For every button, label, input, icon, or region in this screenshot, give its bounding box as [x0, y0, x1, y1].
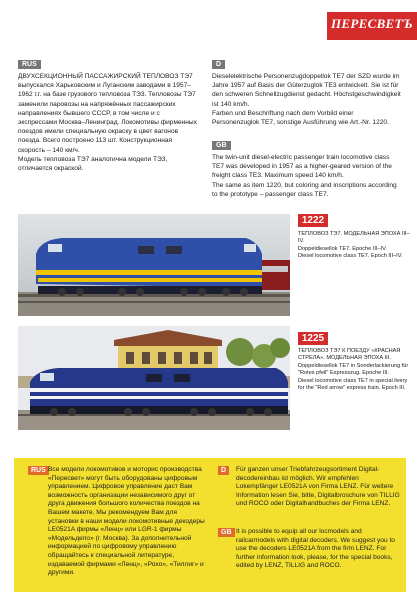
loco-1222-illustration: [18, 214, 290, 316]
caption-1222-en: Diesel locomotive class TE7. Epoch III–IV.: [298, 253, 403, 260]
d-description: [212, 72, 402, 127]
footer-tag-d: D: [218, 466, 229, 475]
caption-1222: [298, 231, 410, 261]
photo-loco-1222: [18, 214, 290, 316]
caption-1225-de: Doppeldiesellok TE7 in Sonderlackierung für "Rotes pfeil" Expresszug. Epoche III.: [298, 362, 409, 377]
rus-text-2: Модель тепловоза ТЭ7 аналогична модели ТЭ3, отличается окраской.: [18, 155, 168, 173]
item-number-1225: 1225: [298, 332, 328, 345]
footer-gb-text: It is possible to equip all our locmodels and railcarmodels with digital decoders. We suggest you to use the decoders LE0521A from the firm LENZ. For further information look, please, for the special books, edited by LENZ, TILLIG and ROCO.: [236, 528, 395, 570]
caption-1225: [298, 348, 410, 392]
lang-tag-gb: GB: [212, 141, 231, 150]
footer-d-text: Für ganzen unser Triebfahrzeugsortiment Digital-decodereinbau ist möglich. Wir empfehlen Lokempfänger LE0521A von Firma LENZ. Für weitere Information lesen Sie, bitte, Digitalbroschure von TILLIG und ROCO oder Digitalhandbuches der Firma LENZ.: [236, 466, 400, 508]
gb-text-2: The same as item 1220, but coloring and inscriptions according to the prototype – passenger class TE7.: [212, 181, 397, 198]
caption-1225-en: Diesel locomotive class TE7 in special livery for the "Red arrow" express train. Epoch III.: [298, 377, 408, 392]
lang-tag-rus: RUS: [18, 60, 41, 69]
item-number-1222: 1222: [298, 214, 328, 227]
rus-text-1: ДВУХСЕКЦИОННЫЙ ПАССАЖИРСКИЙ ТЕПЛОВОЗ ТЭ7 выпускался Харьковским и Луганским заводами в 1957–1962 г.г. на базе грузового тепловоза ТЭ3. Тепловозы ТЭ7 заменили паровозы на напряжённых пассажирских направлениях бывшего СССР, в том числе и с экспрессами Москва–Ленинград. Локомотивы фирменных поездов имели специальную окраску в цвет вагонов поезда. Всего построено 113 шт. Конструкционная скорость – 140 км/ч.: [18, 73, 197, 154]
rus-description: [18, 72, 200, 173]
caption-1222-de: Doppeldiesellok TE7. Epoche III–IV.: [298, 245, 387, 252]
gb-description: [212, 153, 402, 199]
footer-rus-text: Все модели локомотивов и моторис производства «Пересвет» могут быть оборудованы цифровым управлением. Цифровое управление даст Вам возможность организации независимого друг от друга движения большого количества поездов на Вашем макете. Мы рекомендуем Вам для установки в наши модели локомотивные декодеры LE0521A фирмы «Ленц» или LGR-1 фирмы «Модельдепо» (г. Москва). За дополнительной информацией по цифровому управлению обращайтесь к специальной литературе, издаваемой фирмами «Ленц», «Рохо», «Тиллиг» и другими.: [48, 466, 205, 577]
footer-tag-gb: GB: [218, 528, 235, 537]
loco-1225-illustration: [18, 326, 290, 430]
gb-text-1: The twin-unit diesel-electric passenger train locomotive class TE7 was developed in 1957 as a higher-geared version of the freight class TE3. Maximum speed 140 km/h.: [212, 154, 392, 180]
footer-tag-rus: RUS: [28, 466, 49, 475]
caption-1225-ru: ТЕПЛОВОЗ ТЭ7 К ПОЕЗДУ «КРАСНАЯ СТРЕЛА». МОДЕЛЬНАЯ ЭПОХА III.: [298, 348, 401, 362]
brand-logo-text: ПЕРЕСВЕТЪ: [331, 16, 413, 31]
photo-loco-1225: [18, 326, 290, 430]
d-text-1: Dieselelektrische Personenzugdoppellok TE7 der SZD wurde im Jahre 1957 auf Basis der Güterzuglok TE3 entwickelt. Sie ist für den schweren Schnellzugdienst gedacht. Höchstgeschwindigkeit ist 140 km/h.: [212, 73, 401, 108]
caption-1222-ru: ТЕПЛОВОЗ ТЭ7. МОДЕЛЬНАЯ ЭПОХА III–IV.: [298, 231, 410, 245]
d-text-2: Farben und Beschriftung nach dem Vorbild einer Personenzuglok TE7, sonstige Ausführung wie Art.-Nr. 1220.: [212, 109, 389, 127]
lang-tag-d: D: [212, 60, 225, 69]
